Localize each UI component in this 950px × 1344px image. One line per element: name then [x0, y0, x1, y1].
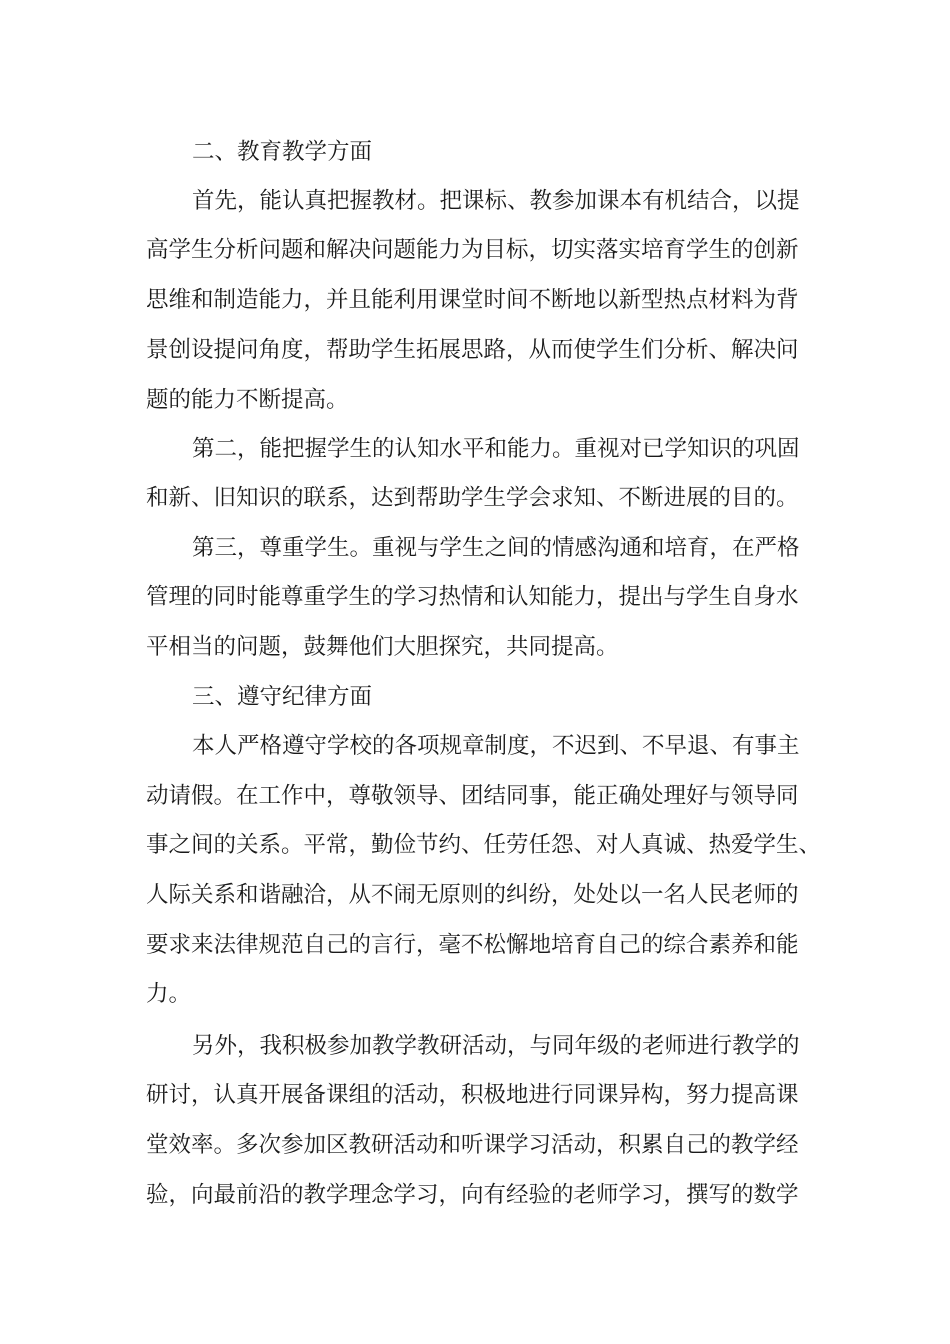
section-heading-discipline: 三、遵守纪律方面: [192, 684, 373, 710]
paragraph-line: 堂效率。多次参加区教研活动和听课学习活动，积累自己的教学经: [146, 1132, 799, 1158]
paragraph-line: 事之间的关系。平常，勤俭节约、任劳任怨、对人真诚、热爱学生、: [146, 832, 822, 858]
paragraph-line: 首先，能认真把握教材。把课标、教参加课本有机结合，以提: [192, 188, 800, 214]
paragraph-line: 平相当的问题，鼓舞他们大胆探究，共同提高。: [146, 634, 619, 660]
paragraph-line: 景创设提问角度，帮助学生拓展思路，从而使学生们分析、解决问: [146, 337, 799, 363]
paragraph-line: 第三，尊重学生。重视与学生之间的情感沟通和培育，在严格: [192, 535, 800, 561]
paragraph-line: 第二，能把握学生的认知水平和能力。重视对已学知识的巩固: [192, 436, 800, 462]
paragraph-line: 另外，我积极参加教学教研活动，与同年级的老师进行教学的: [192, 1033, 800, 1059]
paragraph-line: 要求来法律规范自己的言行，毫不松懈地培育自己的综合素养和能: [146, 932, 799, 958]
paragraph-line: 本人严格遵守学校的各项规章制度，不迟到、不早退、有事主: [192, 733, 800, 759]
paragraph-line: 研讨，认真开展备课组的活动，积极地进行同课异构，努力提高课: [146, 1082, 799, 1108]
paragraph-line: 力。: [146, 981, 192, 1007]
paragraph-line: 动请假。在工作中，尊敬领导、团结同事，能正确处理好与领导同: [146, 783, 799, 809]
section-heading-teaching: 二、教育教学方面: [192, 139, 373, 165]
paragraph-line: 高学生分析问题和解决问题能力为目标，切实落实培育学生的创新: [146, 237, 799, 263]
paragraph-line: 和新、旧知识的联系，达到帮助学生学会求知、不断进展的目的。: [146, 485, 799, 511]
paragraph-line: 管理的同时能尊重学生的学习热情和认知能力，提出与学生自身水: [146, 584, 799, 610]
paragraph-line: 思维和制造能力，并且能利用课堂时间不断地以新型热点材料为背: [146, 287, 799, 313]
paragraph-line: 验，向最前沿的教学理念学习，向有经验的老师学习，撰写的数学: [146, 1182, 799, 1208]
paragraph-line: 人际关系和谐融洽，从不闹无原则的纠纷，处处以一名人民老师的: [146, 882, 799, 908]
paragraph-line: 题的能力不断提高。: [146, 387, 349, 413]
